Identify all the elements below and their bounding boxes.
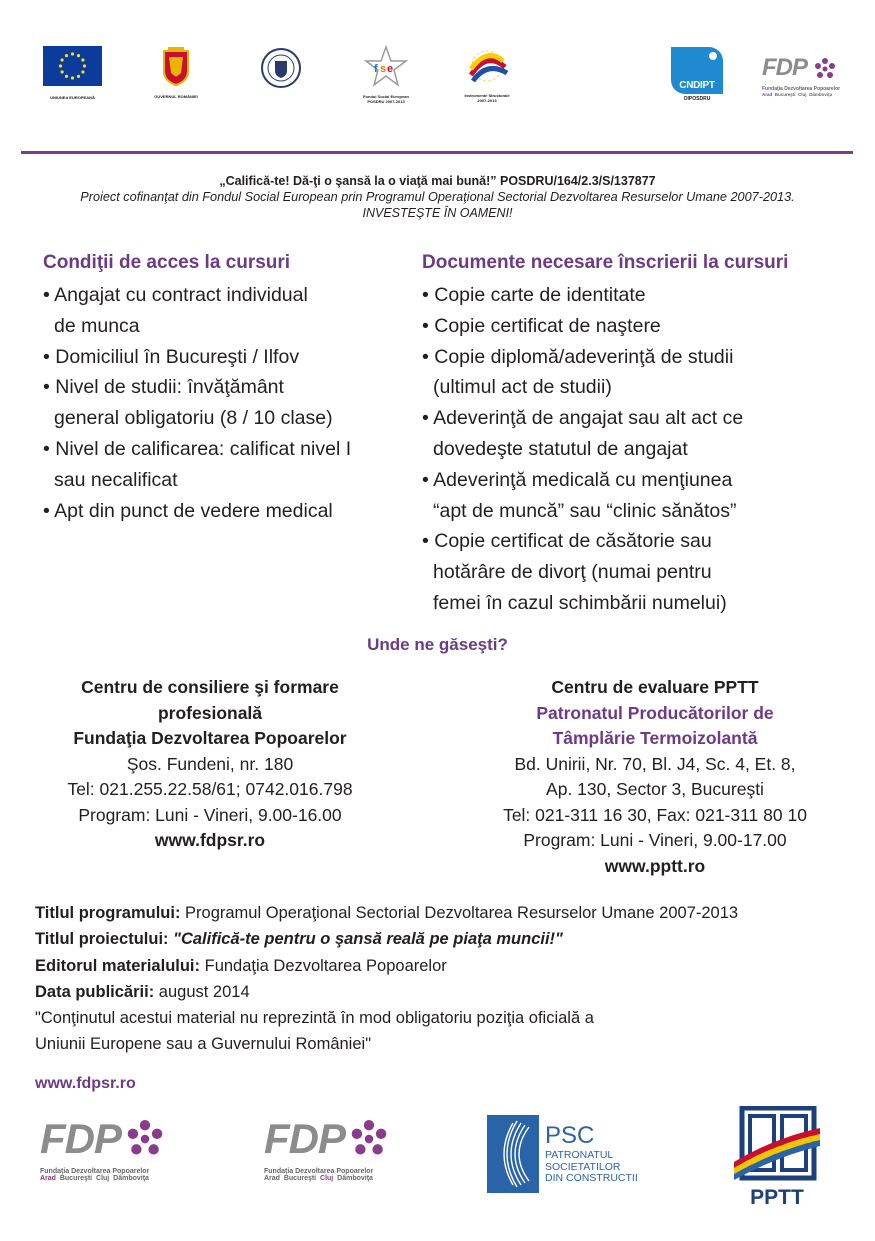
list-item: • Copie certificat de căsătorie sau hotărâre de divorţ (numai pentru femei în cazul schimbării numelui) xyxy=(422,530,727,614)
right-center-phone: Tel: 021-311 16 30, Fax: 021-311 80 10 xyxy=(503,804,807,825)
psc-line-3: DIN CONSTRUCTII xyxy=(545,1172,638,1184)
pptt-window-icon xyxy=(734,1106,820,1182)
fse-caption-1: Fondul Social European xyxy=(363,94,409,99)
fdp-cities: Arad Bucureşti Cluj Dâmboviţa xyxy=(40,1175,149,1182)
fdp-logo-footer-1 xyxy=(40,1115,150,1182)
footer-web-link[interactable]: www.fdpsr.ro xyxy=(35,1075,136,1092)
psc-acronym: PSC xyxy=(545,1122,595,1149)
project-cofinancing: Proiect cofinanţat din Fondul Social European prin Programul Operaţional Sectorial Dezvoltarea Resurselor Umane 2007-2013. xyxy=(80,190,795,204)
right-center-org-1: Patronatul Producătorilor de xyxy=(536,702,774,723)
right-center-org-2: Tâmplărie Termoizolantă xyxy=(552,728,758,748)
left-center-title-2: profesională xyxy=(157,702,263,723)
psc-swoosh-icon xyxy=(487,1115,539,1193)
publication-info xyxy=(35,900,738,1058)
psc-line-2: SOCIETATILOR xyxy=(545,1160,621,1173)
svg-text:f: f xyxy=(374,63,378,75)
access-conditions-title: Condiţii de acces la cursuri xyxy=(43,252,291,273)
gov-caption: GUVERNUL ROMÂNIEI xyxy=(154,94,198,99)
right-center-address-1: Bd. Unirii, Nr. 70, Bl. J4, Sc. 4, Et. 8, xyxy=(514,753,796,774)
left-center-org: Fundaţia Dezvoltarea Popoarelor xyxy=(73,728,347,748)
left-center-title-1: Centru de consiliere şi formare xyxy=(81,677,339,697)
romania-crest-logo xyxy=(161,47,191,87)
access-conditions-list xyxy=(43,280,351,526)
fdp-letters: FDP xyxy=(40,1115,121,1162)
required-documents-list xyxy=(422,280,743,619)
cndipt-dot-icon xyxy=(709,52,717,60)
list-item: • Nivel de studii: învăţământ general obligatoriu (8 / 10 clase) xyxy=(43,376,333,430)
list-item: • Copie diplomă/adeverinţă de studii (ultimul act de studii) xyxy=(422,345,734,399)
editor-row: Editorul materialului: Fundaţia Dezvoltarea Popoarelor xyxy=(35,956,447,975)
disclaimer-line-2: Uniunii Europene sau a Guvernului României" xyxy=(35,1035,372,1054)
fdp-name: Fundaţia Dezvoltarea Popoarelor xyxy=(762,86,841,92)
right-center-title: Centru de evaluare PPTT xyxy=(551,677,759,697)
fdp-name: Fundaţia Dezvoltarea Popoarelor xyxy=(264,1168,374,1175)
fdp-name: Fundaţia Dezvoltarea Popoarelor xyxy=(40,1168,150,1175)
psc-logo xyxy=(487,1115,539,1193)
cndipt-logo xyxy=(671,47,723,94)
fdp-flower-icon xyxy=(350,1120,388,1158)
fdp-logo-header xyxy=(762,56,840,97)
fdp-logo-footer-2 xyxy=(264,1115,374,1182)
pptt-label: PPTT xyxy=(750,1186,804,1209)
fdp-cities: Arad Bucureşti Cluj Dâmboviţa xyxy=(264,1175,373,1182)
project-motto: INVESTEŞTE ÎN OAMENI! xyxy=(362,206,513,220)
list-item: • Copie carte de identitate xyxy=(422,284,646,306)
fdp-flower-icon xyxy=(126,1120,164,1158)
disclaimer-line-1: "Conţinutul acestui material nu reprezintă în mod obligatoriu poziţia oficială a xyxy=(35,1009,594,1028)
left-center-web-link[interactable]: www.fdpsr.ro xyxy=(154,830,266,850)
psc-text xyxy=(545,1124,638,1185)
cndipt-text: CNDIPT xyxy=(679,80,715,91)
list-item: • Apt din punct de vedere medical xyxy=(43,499,333,522)
fdp-cities: Arad Bucureşti Cluj Dâmboviţa xyxy=(762,92,833,97)
ministry-seal-logo xyxy=(260,47,302,89)
fse-caption-2: POSDRU 2007-2013 xyxy=(367,99,405,104)
publication-date-row: Data publicării: august 2014 xyxy=(35,982,250,1001)
is-caption-1: Instrumente Structurale xyxy=(464,93,510,98)
structural-instruments-logo xyxy=(463,45,511,88)
header-divider xyxy=(21,151,853,154)
where-title: Unde ne găseşti? xyxy=(367,635,508,654)
fdp-letters: FDP xyxy=(762,54,807,81)
program-title-row: Titlul programului: Programul Operaţional Sectorial Dezvoltarea Resurselor Umane 2007-2013 xyxy=(35,904,739,922)
right-center-address-2: Ap. 130, Sector 3, Bucureşti xyxy=(546,779,764,799)
project-slogan: „Califică-te! Dă-ţi o şansă la o viaţă mai bună!” POSDRU/164/2.3/S/137877 xyxy=(219,174,656,188)
list-item: • Angajat cu contract individual de munca xyxy=(43,284,308,337)
required-documents-title: Documente necesare înscrierii la cursuri xyxy=(422,252,789,273)
list-item: • Adeverinţă de angajat sau alt act ce dovedeşte statutul de angajat xyxy=(422,407,744,460)
fdp-flower-icon xyxy=(814,58,836,80)
list-item: • Adeverinţă medicală cu menţiunea “apt de muncă” sau “clinic sănătos” xyxy=(422,468,737,522)
svg-text:e: e xyxy=(387,63,394,75)
list-item: • Nivel de calificarea: calificat nivel I sau necalificat xyxy=(43,437,352,491)
svg-text:s: s xyxy=(380,63,387,75)
left-center-address: Şos. Fundeni, nr. 180 xyxy=(126,753,294,774)
list-item: • Domiciliul în Bucureşti / Ilfov xyxy=(43,345,300,368)
is-caption-2: 2007-2013 xyxy=(477,98,497,103)
right-center-info xyxy=(470,675,840,879)
list-item: • Copie certificat de naştere xyxy=(422,314,661,337)
right-center-web-link[interactable]: www.pptt.ro xyxy=(604,855,706,876)
eu-caption: UNIUNEA EUROPEANĂ xyxy=(50,95,95,100)
fse-logo xyxy=(362,45,410,90)
cndipt-caption: OIPOSDRU xyxy=(683,96,711,102)
psc-line-1: PATRONATUL xyxy=(545,1149,614,1161)
project-title-row: Titlul proiectului: "Califică-te pentru o şansă reală pe piaţa muncii!" xyxy=(35,930,563,949)
left-center-program: Program: Luni - Vineri, 9.00-16.00 xyxy=(78,804,342,825)
right-center-program: Program: Luni - Vineri, 9.00-17.00 xyxy=(523,830,787,850)
left-center-phone: Tel: 021.255.22.58/61; 0742.016.798 xyxy=(67,779,353,799)
pptt-logo xyxy=(734,1106,820,1209)
left-center-info xyxy=(30,675,390,854)
eu-flag-logo xyxy=(43,46,102,86)
eu-stars-icon xyxy=(43,46,102,86)
fdp-letters: FDP xyxy=(264,1115,345,1162)
